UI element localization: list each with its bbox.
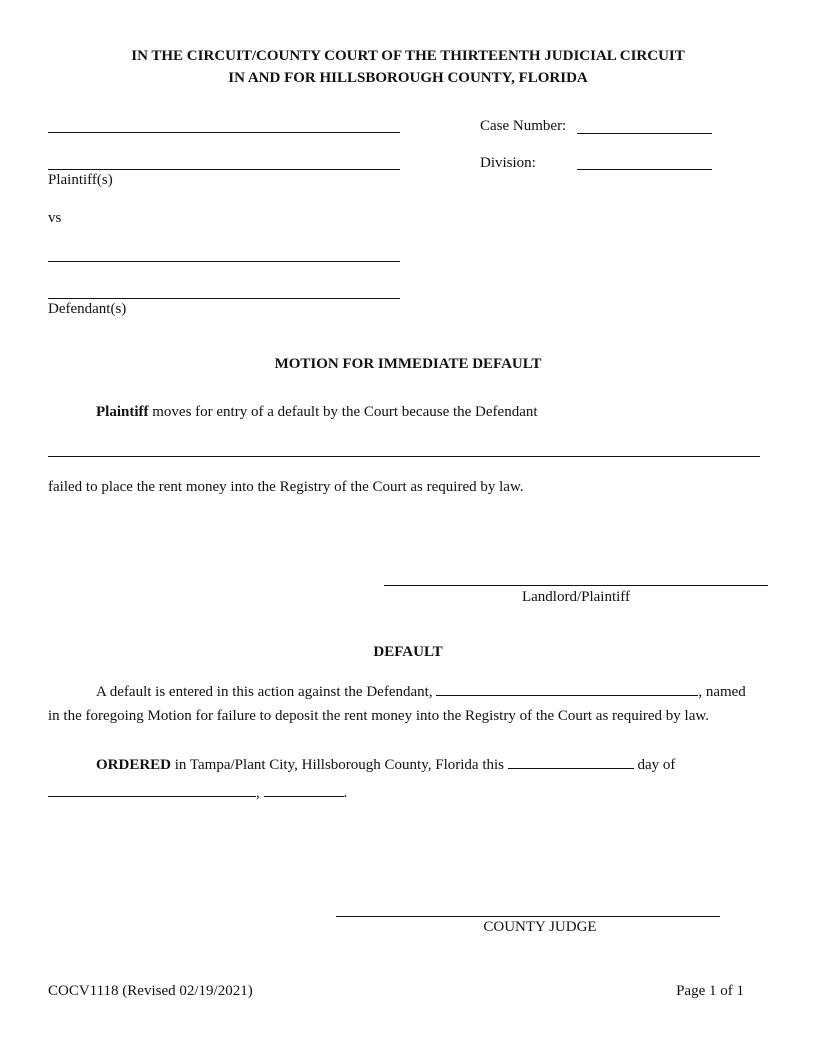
division-field[interactable] bbox=[577, 169, 712, 170]
ordered-bold-word: ORDERED bbox=[96, 757, 172, 773]
date-end: . bbox=[343, 785, 348, 801]
default-paragraph-line-2: in the foregoing Motion for failure to deposit the rent money into the Registry of the Court as required by law. bbox=[48, 708, 709, 724]
landlord-plaintiff-label: Landlord/Plaintiff bbox=[521, 589, 631, 605]
plaintiff-name-line-1[interactable] bbox=[48, 132, 400, 133]
county-judge-label: COUNTY JUDGE bbox=[483, 919, 597, 935]
division-label: Division: bbox=[480, 155, 536, 171]
default-title: DEFAULT bbox=[373, 644, 443, 660]
defendant-name-line-1[interactable] bbox=[48, 261, 400, 262]
day-blank[interactable] bbox=[508, 754, 634, 769]
case-number-field[interactable] bbox=[577, 133, 712, 134]
landlord-signature-line[interactable] bbox=[384, 585, 768, 586]
court-header-line-1: IN THE CIRCUIT/COUNTY COURT OF THE THIRTEENTH JUDICIAL CIRCUIT bbox=[131, 48, 685, 64]
defendant-name-blank[interactable] bbox=[436, 681, 698, 696]
date-separator: , bbox=[256, 785, 260, 801]
plaintiff-name-line-2[interactable] bbox=[48, 169, 400, 170]
ordered-text: in Tampa/Plant City, Hillsborough County, Florida this bbox=[171, 757, 504, 773]
default-para-end: , named bbox=[698, 684, 746, 700]
motion-continuation: failed to place the rent money into the Registry of the Court as required by law. bbox=[48, 479, 524, 495]
defendant-name-line-2[interactable] bbox=[48, 298, 400, 299]
date-line bbox=[48, 782, 347, 802]
ordered-line bbox=[96, 754, 675, 774]
plaintiff-label: Plaintiff(s) bbox=[48, 172, 113, 188]
judge-signature-line[interactable] bbox=[336, 916, 720, 917]
plaintiff-bold-word: Plaintiff bbox=[96, 404, 149, 420]
case-number-label: Case Number: bbox=[480, 118, 567, 134]
month-blank[interactable] bbox=[48, 782, 256, 797]
vs-label: vs bbox=[48, 210, 62, 226]
motion-title: MOTION FOR IMMEDIATE DEFAULT bbox=[274, 356, 542, 372]
default-paragraph-line-1 bbox=[96, 681, 746, 701]
court-header-line-2: IN AND FOR HILLSBOROUGH COUNTY, FLORIDA bbox=[228, 70, 588, 86]
motion-lead-text: moves for entry of a default by the Court because the Defendant bbox=[148, 404, 538, 420]
year-blank[interactable] bbox=[264, 782, 344, 797]
day-of-text: day of bbox=[637, 757, 676, 773]
form-id: COCV1118 (Revised 02/19/2021) bbox=[48, 983, 253, 999]
default-para-start: A default is entered in this action against the Defendant, bbox=[96, 684, 433, 700]
defendant-failure-line[interactable] bbox=[48, 456, 760, 457]
page-number: Page 1 of 1 bbox=[676, 983, 744, 999]
motion-lead-sentence bbox=[96, 404, 538, 421]
defendant-label: Defendant(s) bbox=[48, 301, 127, 317]
